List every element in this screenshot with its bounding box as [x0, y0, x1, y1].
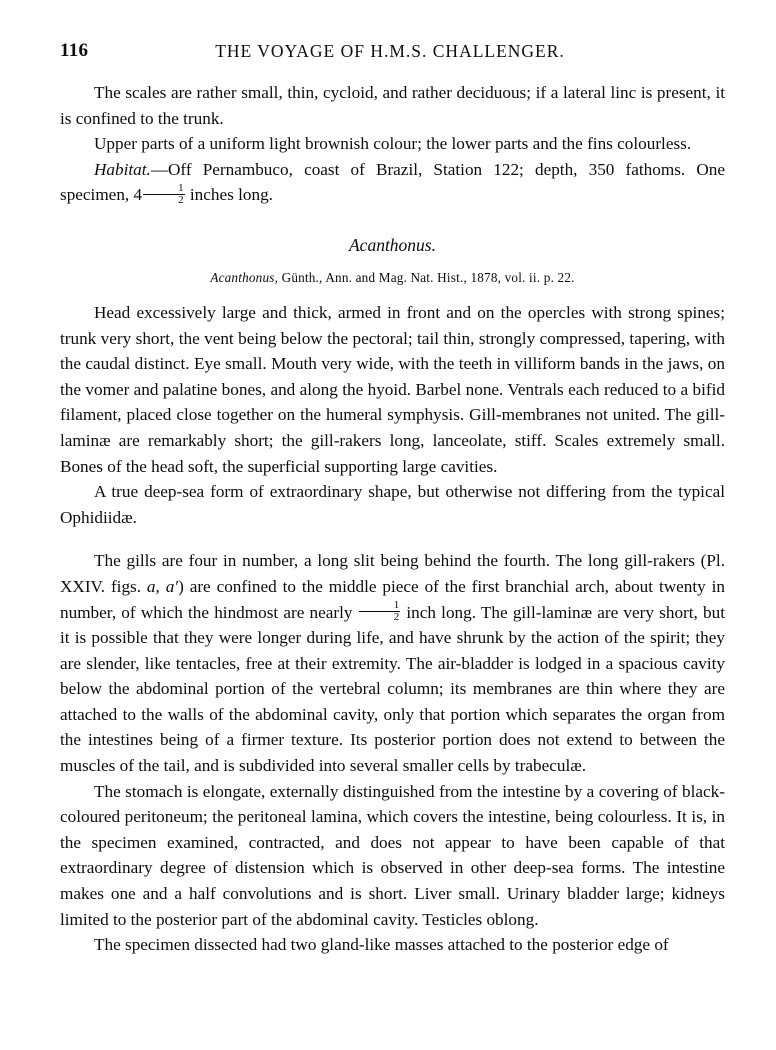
fraction-numerator: 1 — [359, 600, 401, 612]
habitat-tail: inches long. — [185, 185, 273, 205]
genus-reference — [60, 268, 725, 288]
fraction-denominator: 2 — [393, 611, 400, 624]
gills-text-c: inch long. The gill-laminæ are very short, but it is possible that they were longer during life, and have shrunk by the action of the spirit; they are slender, like tentacles, free at their extremity. The air-bladder is lodged in a spacious cavity below the abdominal portion of the vertebral column; its membranes are thin where they are attached to the walls of the abdominal cavity, only that portion which separates the organ from the intestines being of a firmer texture. Its posterior portion does not extend to between the muscles of the tail, and is subdivided into several smaller cells by trabeculæ. — [60, 602, 725, 776]
body-text-column — [60, 80, 725, 958]
fraction-numerator: 1 — [143, 183, 185, 195]
running-head: THE VOYAGE OF H.M.S. CHALLENGER. — [215, 41, 565, 61]
genus-reference-name: Acanthonus, — [210, 269, 279, 285]
paragraph-deepsea-form: A true deep-sea form of extraordinary shape, but otherwise not differing from the typical Ophidiidæ. — [60, 482, 725, 527]
fraction-one-half-inch — [359, 600, 401, 623]
paragraph-description: Head excessively large and thick, armed in front and on the opercles with strong spines; trunk very short, the vent being below the pectoral; tail thin, strongly compressed, tapering, with the caudal distinct. Eye small. Mouth very wide, with the teeth in villiform bands in the jaws, on the vomer and palatine bones, and along the hyoid. Barbel none. Ventrals each reduced to a bifid filament, placed close together on the humeral symphysis. Gill-membranes not united. The gill-laminæ are remarkably short; the gill-rakers long, lanceolate, stiff. Scales extremely small. Bones of the head soft, the superficial supporting large cavities. — [60, 302, 725, 476]
fraction-denominator: 2 — [178, 194, 184, 207]
paragraph-colour: Upper parts of a uniform light brownish colour; the lower parts and the fins colourless. — [94, 134, 692, 154]
gills-text-b: ) are confined to the middle piece of the first branchial arch, about twenty in number, of which the hindmost are nearly — [60, 576, 726, 622]
paragraph-gills — [60, 548, 725, 778]
figure-labels: a, a′ — [146, 576, 179, 596]
paragraph-scales: The scales are rather small, thin, cycloid, and rather deciduous; if a lateral linc is present, it is confined to the trunk. — [60, 83, 725, 128]
paragraph-habitat — [60, 157, 725, 208]
fraction-one-half — [143, 183, 185, 206]
genus-reference-citation: Günth., Ann. and Mag. Nat. Hist., 1878, vol. ii. p. 22. — [278, 269, 575, 285]
paragraph-specimen-dissected: The specimen dissected had two gland-like masses attached to the posterior edge of — [94, 935, 669, 955]
paragraph-stomach: The stomach is elongate, externally distinguished from the intestine by a covering of black-coloured peritoneum; the peritoneal lamina, which covers the intestine, being colourless. It is, in the specimen examined, contracted, and does not appear to have been capable of that extraordinary degree of distension which is observed in other deep-sea forms. The intestine makes one and a half convolutions and is short. Liver small. Urinary bladder large; kidneys limited to the posterior part of the abdominal cavity. Testicles oblong. — [60, 781, 725, 929]
page-header — [60, 40, 720, 64]
genus-heading: Acanthonus. — [348, 234, 436, 255]
habitat-label: Habitat. — [94, 159, 151, 179]
habitat-text: —Off Pernambuco, coast of Brazil, Station 122; depth, 350 fathoms. One specimen, 4 — [60, 159, 725, 205]
gills-text-a: The gills are four in number, a long slit being behind the fourth. The long gill-rakers (Pl. XXIV. figs. — [60, 551, 725, 596]
page-number: 116 — [60, 40, 89, 61]
